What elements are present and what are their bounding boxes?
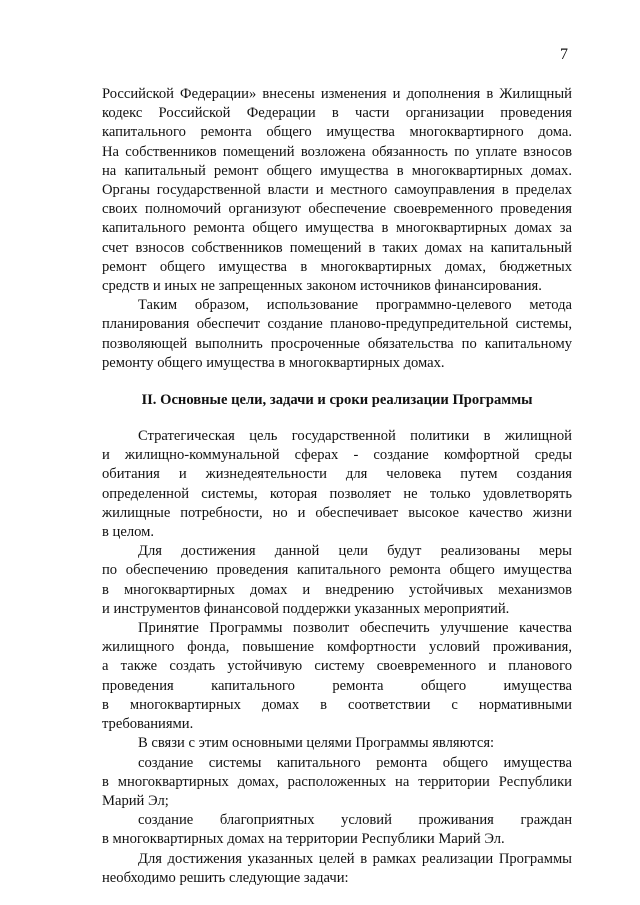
text-line: создание системы капитального ремонта общего имущества — [138, 754, 572, 771]
goal-item-1 — [102, 754, 572, 812]
text-line: средств и иных не запрещенных законом источников финансирования. — [102, 278, 542, 295]
tasks-paragraph — [102, 850, 572, 888]
text-line: жилищного фонда, повышение комфортности условий проживания, — [102, 639, 572, 656]
text-line: требованиями. — [102, 716, 194, 733]
text-line: в многоквартирных домах на территории Республики Марий Эл. — [102, 831, 505, 848]
text-line: жилищные потребности, но и обеспечивает высокое качество жизни — [102, 504, 572, 521]
text-line: позволяющей выполнить просроченные обязательства по капитальному — [102, 335, 572, 352]
measures-paragraph — [102, 542, 572, 619]
text-line: обитания и жизнедеятельности для человека путем создания — [102, 466, 572, 483]
text-line: Российской Федерации» внесены изменения и дополнения в Жилищный — [102, 86, 572, 102]
text-line: создание благоприятных условий проживания граждан — [138, 812, 572, 829]
text-line: в многоквартирных домах, расположенных на территории Республики — [102, 773, 572, 790]
text-line: кодекс Российской Федерации в части организации проведения — [102, 105, 572, 122]
text-line: На собственников помещений возложена обязанность по уплате взносов — [102, 143, 572, 160]
text-line: Принятие Программы позволит обеспечить улучшение качества — [138, 620, 572, 637]
conclusion-paragraph — [102, 296, 572, 373]
text-line: по обеспечению проведения капитального ремонта общего имущества — [102, 562, 572, 579]
text-line: Таким образом, использование программно-целевого метода — [138, 297, 572, 314]
text-line: и жилищно-коммунальной сферах - создание комфортной среды — [102, 447, 572, 464]
text-line: проведения капитального ремонта общего имущества — [102, 677, 572, 694]
text-line: Стратегическая цель государственной политики в жилищной — [138, 428, 572, 445]
text-line: на капитальный ремонт общего имущества в многоквартирных домах. — [102, 162, 572, 179]
text-line: в целом. — [102, 524, 155, 541]
text-line: в многоквартирных домах в соответствии с нормативными — [102, 696, 572, 713]
text-line: своих полномочий организуют обеспечение своевременного проведения — [102, 201, 572, 218]
goal-item-2 — [102, 811, 572, 849]
goals-intro-paragraph — [102, 734, 572, 753]
text-line: Для достижения данной цели будут реализованы меры — [138, 543, 572, 560]
text-line: в многоквартирных домах и внедрению устойчивых механизмов — [102, 581, 572, 598]
text-line: и инструментов финансовой поддержки указанных мероприятий. — [102, 600, 510, 617]
strategic-goal-paragraph — [102, 427, 572, 542]
text-line: счет взносов собственников помещений в таких домах на капитальный — [102, 239, 572, 256]
page-content — [102, 85, 572, 888]
text-line: ремонт общего имущества в многоквартирных домах, бюджетных — [102, 258, 572, 275]
text-line: капитального ремонта общего имущества в многоквартирных домах за — [102, 220, 572, 237]
text-line: Марий Эл; — [102, 792, 169, 809]
page-number: 7 — [560, 46, 568, 63]
text-line: Органы государственной власти и местного самоуправления в пределах — [102, 182, 572, 199]
text-line: а также создать устойчивую систему своевременного и планового — [102, 658, 572, 675]
intro-paragraph — [102, 85, 572, 296]
text-line: В связи с этим основными целями Программы являются: — [138, 735, 495, 752]
text-line: планирования обеспечит создание планово-предупредительной системы, — [102, 316, 572, 333]
text-line: определенной системы, которая позволяет не только удовлетворять — [102, 485, 572, 502]
text-line: ремонту общего имущества в многоквартирных домах. — [102, 354, 445, 371]
text-line: Для достижения указанных целей в рамках реализации Программы — [138, 850, 572, 867]
text-line: необходимо решить следующие задачи: — [102, 869, 349, 886]
adoption-paragraph — [102, 619, 572, 734]
section-heading: II. Основные цели, задачи и сроки реализации Программы — [141, 392, 533, 409]
text-line: капитального ремонта общего имущества многоквартирного дома. — [102, 124, 572, 141]
